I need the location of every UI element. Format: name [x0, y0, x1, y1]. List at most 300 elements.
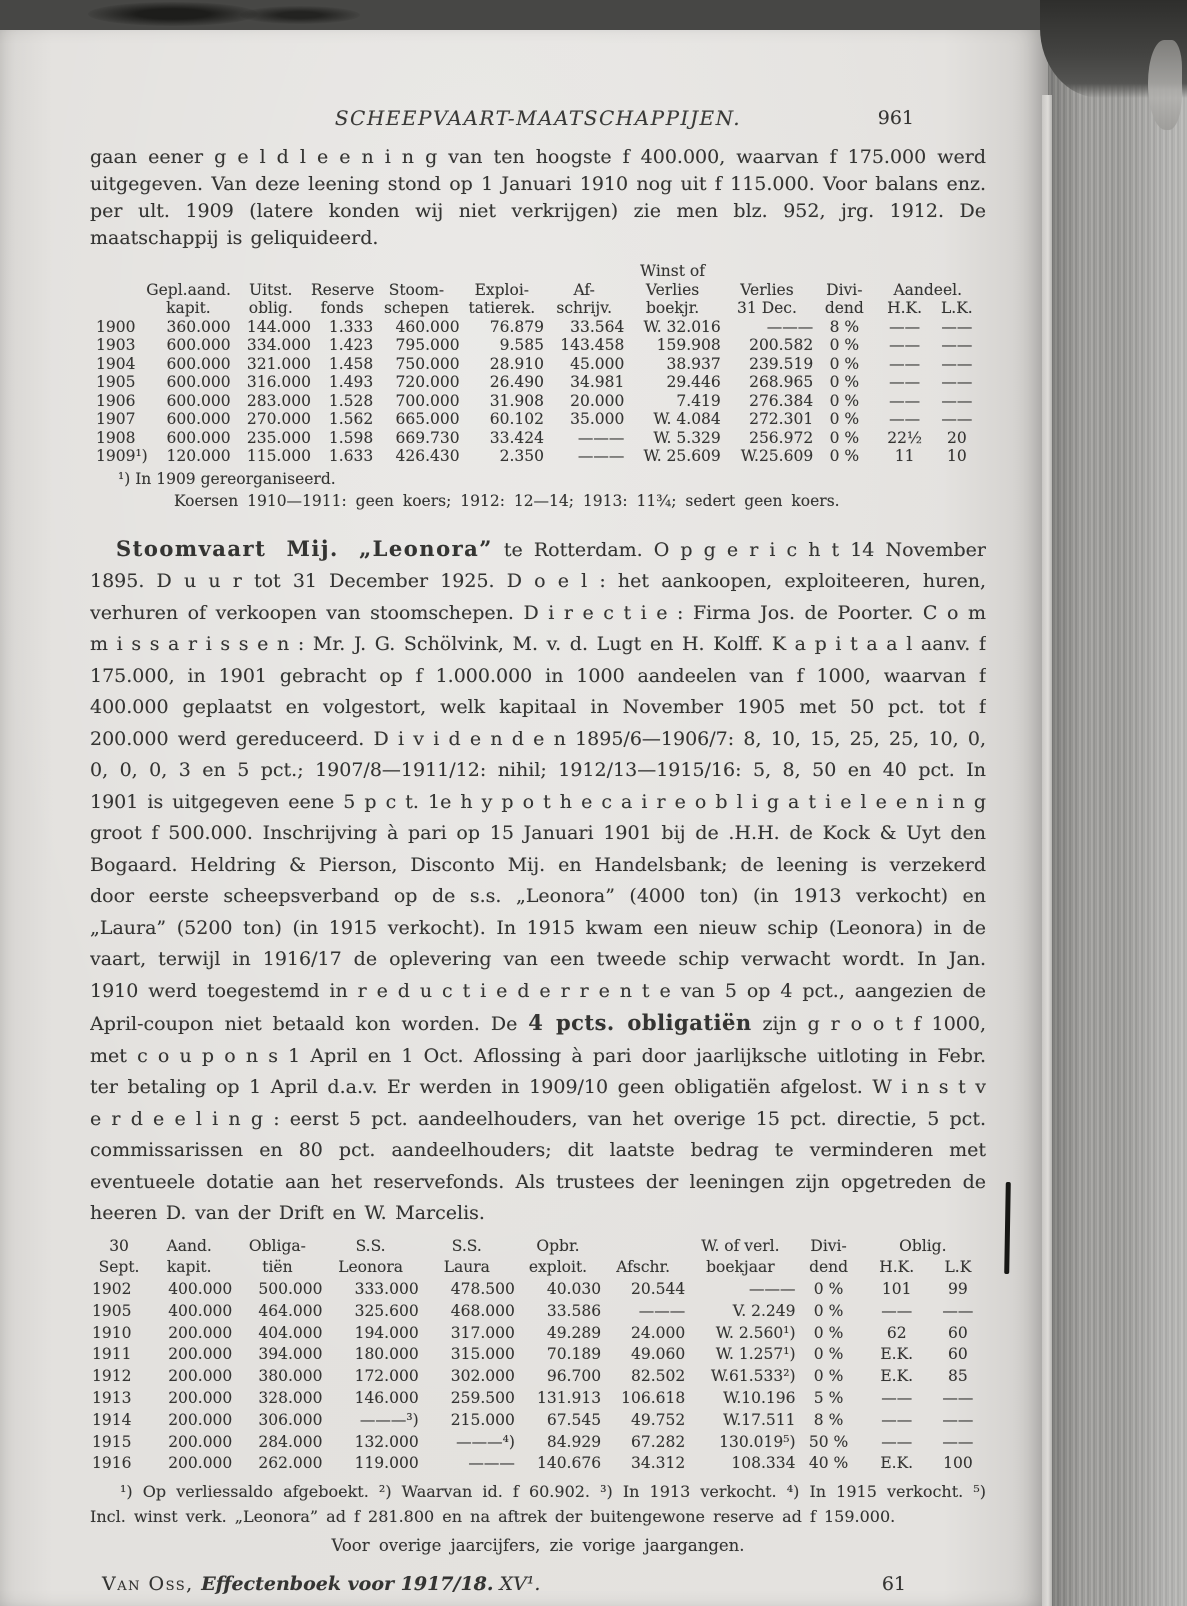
table-cell: 272.301 — [749, 410, 814, 428]
table-cell: 0 % — [813, 1301, 844, 1320]
table-cell: 328.000 — [258, 1389, 323, 1408]
table-cell — [460, 262, 544, 281]
table-cell: 270.000 — [246, 410, 311, 428]
table-cell: 96.700 — [546, 1367, 602, 1386]
table-cell: 194.000 — [354, 1323, 419, 1342]
table-cell: 1915 — [92, 1432, 132, 1451]
table-cell: 380.000 — [258, 1367, 323, 1386]
table-cell: 0 % — [829, 336, 860, 354]
table-cell: 34.981 — [570, 373, 625, 391]
table-cell: ——— — [468, 1454, 515, 1473]
table-cell: 5 % — [813, 1389, 844, 1408]
table-cell: 200.582 — [749, 336, 814, 354]
table-cell: 1909¹) — [96, 447, 148, 465]
table-cell: 106.618 — [621, 1389, 686, 1408]
table-cell: 1.528 — [328, 391, 374, 410]
table-cell: V. 2.249 — [732, 1301, 796, 1320]
table-cell: 10 — [946, 447, 967, 465]
table-cell: 669.730 — [395, 428, 460, 447]
table-cell: 132.000 — [354, 1432, 419, 1451]
table-cell: tiën — [262, 1258, 293, 1277]
table-cell: ——— — [577, 447, 625, 465]
table-cell: 1.562 — [328, 410, 374, 428]
table-cell: 665.000 — [395, 410, 460, 428]
table-cell: 306.000 — [258, 1410, 323, 1429]
table-cell: W.25.609 — [740, 447, 814, 465]
table-cell — [813, 262, 875, 281]
table-cell: Verlies — [740, 280, 794, 299]
table-cell: —— — [941, 410, 973, 428]
table-cell: —— — [881, 1432, 913, 1451]
table-cell: 1911 — [92, 1345, 132, 1364]
table-cell: ——— — [766, 317, 814, 336]
table-cell: 1902 — [92, 1280, 132, 1299]
table-cell: 2.350 — [499, 447, 544, 465]
table-cell: 1905 — [96, 373, 136, 391]
text-segment: zijn g r o o t f 1000, met c o u p o n s 1 April en 1 Oct. Aflossing à pari door jaarlijksche uitloting in Febr. ter betaling op 1 April d.a.v. Er werden in 1909/10 geen obligatiën afgelost. W i n s t v e r d e e l i n g : eerst 5 pct. aandeelhouders, van het overige 15 pct. directie, 5 pct. commissarissen en 80 pct. aandeelhouders; dit laatste bedrag te verminderen met eventueele dotatie aan het reservefonds. Als trustees der leeningen zijn opgetreden de heeren D. van der Drift en W. Marcelis. — [90, 1013, 986, 1224]
table-cell: 0 % — [813, 1345, 844, 1364]
table-cell: W. 4.084 — [653, 410, 721, 428]
table-cell: 8 % — [813, 1410, 844, 1429]
table-row — [92, 1410, 984, 1432]
table-cell: Aand. — [166, 1236, 212, 1255]
table-cell: 700.000 — [395, 391, 460, 410]
table-cell: Opbr. — [536, 1236, 580, 1255]
table-cell: 259.500 — [450, 1389, 515, 1408]
table-row — [92, 1236, 984, 1258]
table-cell: Divi- — [810, 1236, 847, 1255]
table-cell — [544, 262, 624, 281]
table-cell: 130.019⁵) — [719, 1432, 796, 1451]
table-cell: 750.000 — [395, 354, 460, 373]
table-cell — [96, 281, 146, 300]
table-cell: 180.000 — [354, 1345, 419, 1364]
table-cell: 276.384 — [749, 391, 814, 410]
table-cell: Winst of — [640, 262, 705, 280]
table-cell: 62 — [886, 1323, 907, 1342]
table2-footnotes: ¹) Op verliessaldo afgeboekt. ²) Waarvan id. f 60.902. ³) In 1913 verkocht. ⁴) In 1915 verkocht. ⁵) Incl. winst verk. „Leonora” ad f 281.800 en na aftrek der buitengewone reserve ad f 159.000. — [90, 1482, 986, 1527]
table-cell: 600.000 — [166, 354, 231, 373]
table-cell: W. 5.329 — [653, 428, 721, 447]
table-cell: 0 % — [829, 354, 860, 373]
table-cell: 144.000 — [246, 317, 311, 336]
table-cell: 1903 — [96, 336, 136, 354]
table-row — [92, 1301, 984, 1323]
table-row — [96, 355, 980, 374]
table2-header — [92, 1236, 984, 1280]
table-cell: 31.908 — [489, 391, 544, 410]
table-cell: 146.000 — [354, 1389, 419, 1408]
table-cell: H.K. — [887, 299, 923, 317]
text-segment: Van Oss, — [102, 1573, 202, 1596]
table-cell: 29.446 — [666, 373, 721, 391]
table-cell: 1.423 — [328, 336, 374, 354]
table-cell: 101 — [881, 1280, 912, 1299]
table-cell: schepen — [383, 299, 449, 317]
table2-body — [92, 1279, 984, 1475]
table-cell: 1912 — [92, 1367, 132, 1386]
table-cell: 1.598 — [328, 428, 374, 447]
table-cell: 67.545 — [546, 1410, 602, 1429]
table1-header — [96, 262, 980, 318]
table-row — [96, 299, 980, 318]
table-cell: 334.000 — [246, 336, 311, 354]
table-cell: 400.000 — [168, 1301, 233, 1320]
table-cell: 60 — [948, 1345, 968, 1364]
table-cell: —— — [889, 336, 921, 354]
table-cell: —— — [941, 317, 973, 336]
table-row — [92, 1432, 984, 1454]
table-cell: —— — [942, 1432, 974, 1451]
table-cell: W. 32.016 — [643, 317, 721, 336]
table-row — [96, 410, 980, 429]
table-cell: 0 % — [813, 1280, 844, 1299]
intro-paragraph: gaan eener g e l d l e e n i n g van ten hoogste f 400.000, waarvan f 175.000 werd uitgegeven. Van deze leening stond op 1 Januari 1910 nog uit f 115.000. Voor balans enz. per ult. 1909 (latere konden wij niet verkrijgen) zie men blz. 952, jrg. 1912. De maatschappij is geliquideerd. — [90, 146, 986, 249]
shadow-blob — [88, 2, 258, 26]
table-cell: 478.500 — [450, 1280, 515, 1299]
shadow-blob — [240, 6, 360, 24]
table-cell: 0 % — [813, 1323, 844, 1342]
table-cell: 464.000 — [258, 1301, 323, 1320]
table-cell: 239.519 — [749, 354, 814, 373]
table-cell — [934, 262, 980, 281]
text-segment: Stoomvaart Mij. „Leonora” — [116, 535, 493, 561]
table-cell: 1916 — [92, 1454, 132, 1473]
table-cell: kapit. — [166, 299, 211, 317]
table-cell: 500.000 — [258, 1280, 323, 1299]
table-cell: ——— — [749, 1280, 796, 1299]
table-cell: 140.676 — [536, 1454, 602, 1473]
table-row — [96, 262, 980, 281]
table-cell: 262.000 — [258, 1454, 323, 1473]
table-cell: boekjaar — [706, 1258, 775, 1277]
table-cell: —— — [889, 317, 921, 336]
table-cell: 215.000 — [450, 1410, 515, 1429]
table-cell: 1.633 — [328, 447, 374, 465]
table-cell: 1.493 — [328, 373, 374, 391]
table-cell: W. 25.609 — [643, 447, 721, 465]
table-cell: 1914 — [92, 1410, 132, 1429]
text-segment: 4 pcts. obligatiën — [528, 1010, 752, 1035]
text-segment: Effectenboek voor 1917/18. — [201, 1573, 494, 1596]
koersen-note: Koersen 1910—1911: geen koers; 1912: 12—14; 1913: 11¾; sedert geen koers. — [174, 491, 840, 510]
table-cell: —— — [889, 354, 921, 373]
table-cell: 600.000 — [166, 428, 231, 447]
table-cell: 1913 — [92, 1389, 132, 1408]
table-cell: dend — [824, 299, 864, 317]
table-cell: 468.000 — [450, 1301, 515, 1320]
table-cell: 33.586 — [546, 1301, 602, 1320]
table-cell: W. of verl. — [701, 1236, 780, 1255]
table-cell: ———³) — [359, 1410, 419, 1429]
table-cell: S.S. — [355, 1236, 386, 1255]
table-cell — [721, 262, 813, 281]
table-cell: 45.000 — [570, 354, 625, 373]
table-cell: W. 1.257¹) — [715, 1345, 796, 1364]
table-cell: 1905 — [92, 1301, 132, 1320]
table-row — [96, 447, 980, 466]
table-cell: 400.000 — [168, 1280, 233, 1299]
table-cell: 315.000 — [450, 1345, 515, 1364]
page-content — [90, 106, 986, 1606]
table-row — [96, 281, 980, 300]
table-row — [92, 1323, 984, 1345]
table-cell: 1907 — [96, 410, 136, 428]
table-cell: Laura — [443, 1258, 490, 1277]
financials-table-1902-1916 — [92, 1236, 984, 1476]
table-cell: E.K. — [880, 1367, 914, 1386]
table-cell: —— — [881, 1389, 913, 1408]
table-cell: 7.419 — [676, 391, 721, 410]
table-cell: 35.000 — [570, 410, 625, 428]
table-cell: Aandeel. — [893, 280, 963, 299]
signature-number: 61 — [881, 1573, 906, 1596]
table-row — [96, 392, 980, 411]
table-cell: 60.102 — [489, 410, 544, 428]
table-cell: 200.000 — [168, 1323, 233, 1342]
table-cell: 49.752 — [631, 1410, 686, 1429]
table-cell: 302.000 — [450, 1367, 515, 1386]
table1-footnote: ¹) In 1909 gereorganiseerd. — [118, 469, 336, 488]
table-cell: 317.000 — [450, 1323, 515, 1342]
table-cell: 40.030 — [546, 1280, 602, 1299]
imprint — [102, 1573, 986, 1595]
table-cell: —— — [941, 391, 973, 410]
table-cell: W.10.196 — [723, 1389, 796, 1408]
table-cell: 67.282 — [631, 1432, 686, 1451]
table-cell: 0 % — [813, 1367, 844, 1386]
table-cell: 1908 — [96, 428, 136, 447]
table-cell: Af- — [573, 280, 595, 299]
table-cell: 200.000 — [168, 1432, 233, 1451]
closing-note: Voor overige jaarcijfers, zie vorige jaargangen. — [331, 1536, 745, 1556]
table-cell: 49.060 — [631, 1345, 686, 1364]
table-cell: 1.333 — [328, 317, 374, 336]
table-cell: 22½ — [887, 428, 922, 447]
table-cell: 235.000 — [246, 428, 311, 447]
table-cell: 394.000 — [258, 1345, 323, 1364]
table-cell — [231, 262, 311, 281]
page-header — [90, 106, 986, 136]
table-cell: 200.000 — [168, 1410, 233, 1429]
table-row — [92, 1453, 984, 1475]
table-row — [92, 1257, 984, 1279]
table-cell: —— — [942, 1410, 974, 1429]
table-cell: 360.000 — [166, 317, 231, 336]
leonora-paragraph — [90, 533, 986, 1230]
table-cell: 720.000 — [395, 373, 460, 391]
table-cell: E.K. — [880, 1345, 914, 1364]
table-cell: fonds — [320, 299, 364, 317]
table-cell: 0 % — [829, 373, 860, 391]
page-corner-curl — [1148, 40, 1182, 130]
table-cell: E.K. — [880, 1454, 914, 1473]
table-cell: 34.312 — [631, 1454, 686, 1473]
table-cell: 100 — [943, 1454, 973, 1473]
table-cell: 0 % — [829, 447, 860, 465]
table-cell: Leonora — [338, 1258, 403, 1277]
table-cell: —— — [941, 373, 973, 391]
page-number: 961 — [877, 107, 914, 129]
table-cell: 38.937 — [666, 354, 721, 373]
table-cell: 131.913 — [536, 1389, 602, 1408]
table-cell: 460.000 — [395, 317, 460, 336]
table-cell: Gepl.aand. — [146, 280, 231, 299]
table-cell: 20 — [946, 428, 967, 447]
table-cell: 31 Dec. — [737, 299, 797, 317]
table-cell: —— — [889, 391, 921, 410]
table-cell: oblig. — [248, 299, 293, 317]
table-cell: 256.972 — [749, 428, 814, 447]
table-cell: 33.424 — [489, 428, 544, 447]
table-cell: boekjr. — [645, 299, 700, 317]
table-cell: 325.600 — [354, 1301, 419, 1320]
table-cell: 795.000 — [395, 336, 460, 354]
table-cell: Sept. — [98, 1258, 140, 1277]
table-cell: 321.000 — [246, 354, 311, 373]
page-footer — [90, 1573, 986, 1595]
table-cell: ——— — [577, 428, 625, 447]
table-cell: Oblig. — [899, 1236, 947, 1255]
table-cell: 1.458 — [328, 354, 374, 373]
table-cell: 600.000 — [166, 410, 231, 428]
table-cell: 24.000 — [631, 1323, 686, 1342]
table1-body — [96, 318, 980, 466]
table-cell: 159.908 — [656, 336, 721, 354]
text-segment: XV¹. — [493, 1573, 541, 1596]
text-segment: te Rotterdam. O p g e r i c h t 14 November 1895. D u u r tot 31 December 1925. D o e l : het aankoopen, exploiteeren, huren, verhuren of verkoopen van stoomschepen. D i r e c t i e : Firma Jos. de Poorter. C o m m i s s a r i s s e n : Mr. J. G. Schölvink, M. v. d. Lugt en H. Kolff. K a p i t a a l aanv. f 175.000, in 1901 gebracht op f 1.000.000 in 1000 aandeelen van f 1000, waarvan f 400.000 geplaatst en volgestort, welk kapitaal in November 1905 met 50 pct. tot f 200.000 werd gereduceerd. D i v i d e n d e n 1895/6—1906/7: 8, 10, 15, 25, 25, 10, 0, 0, 0, 0, 3 en 5 pct.; 1907/8—1911/12: nihil; 1912/13—1915/16: 5, 8, 50 en 40 pct. In 1901 is uitgegeven eene 5 p c t. 1e h y p o t h e c a i r e o b l i g a t i e l e e n i n g groot f 500.000. Inschrijving à pari op 15 Januari 1901 bij de .H.H. de Kock & Uyt den Bogaard. Heldring & Pierson, Disconto Mij. en Handelsbank; de leening is verzekerd door eerste scheepsverband op de s.s. „Leonora” (4000 ton) (in 1913 verkocht) en „Laura” (5200 ton) (in 1915 verkocht). In 1915 kwam een nieuw schip (Leonora) in de vaart, terwijl in 1916/17 de oplevering van een tweede schip verwacht wordt. In Jan. 1910 werd toegestemd in r e d u c t i e d e r r e n t e van 5 op 4 pct., aangezien de April-coupon niet betaald kon worden. De — [90, 538, 986, 1035]
table-cell: 200.000 — [168, 1367, 233, 1386]
table-cell: Verlies — [645, 280, 700, 299]
table-cell: 1904 — [96, 354, 136, 373]
table-cell: Uitst. — [249, 280, 293, 299]
page-edge-seam — [1042, 95, 1052, 1606]
table-cell: 84.929 — [546, 1432, 602, 1451]
table-cell — [96, 299, 146, 318]
table-cell: Reserve — [310, 280, 375, 299]
table-row — [92, 1279, 984, 1301]
table-cell: 172.000 — [354, 1367, 419, 1386]
table-cell: H.K. — [879, 1258, 915, 1277]
table-cell: —— — [881, 1301, 913, 1320]
table-cell: L.K — [944, 1258, 972, 1277]
table-cell: 50 % — [808, 1432, 849, 1451]
book-page — [0, 28, 1048, 1606]
table-cell: 49.289 — [546, 1323, 602, 1342]
table-cell: 0 % — [829, 391, 860, 410]
table-row — [92, 1388, 984, 1410]
table-cell: 60 — [948, 1323, 968, 1342]
table-cell: Obliga- — [248, 1236, 306, 1255]
table-cell: tatierek. — [468, 299, 536, 317]
table-cell: 26.490 — [489, 373, 544, 391]
table-cell: —— — [942, 1301, 974, 1320]
table-cell — [146, 262, 230, 281]
table-cell: 283.000 — [246, 391, 311, 410]
table-row — [92, 1344, 984, 1366]
table-cell: Exploi- — [474, 280, 530, 299]
table-cell: 108.334 — [731, 1454, 796, 1473]
table-cell: 284.000 — [258, 1432, 323, 1451]
table-row — [96, 318, 980, 337]
table-cell: 0 % — [829, 428, 860, 447]
table-cell: —— — [942, 1389, 974, 1408]
table-cell: 82.502 — [631, 1367, 686, 1386]
table-cell: exploit. — [528, 1258, 588, 1277]
table-cell: 0 % — [829, 410, 860, 428]
table-cell: 11 — [894, 447, 915, 465]
table-cell: ———⁴) — [456, 1432, 515, 1451]
table-cell: 99 — [948, 1280, 968, 1299]
book-fore-edge — [1048, 30, 1187, 1606]
table-cell: schrijv. — [556, 299, 612, 317]
table-cell: 85 — [948, 1367, 968, 1386]
table-cell: 115.000 — [246, 447, 311, 465]
table-cell: Divi- — [826, 280, 863, 299]
table-cell: dend — [809, 1258, 849, 1277]
financials-table-1900-1909 — [96, 262, 980, 466]
table-cell: W.17.511 — [723, 1410, 796, 1429]
table-row — [96, 373, 980, 392]
table-cell: 426.430 — [395, 447, 460, 465]
table-cell: L.K. — [940, 299, 973, 317]
table-cell: 9.585 — [499, 336, 544, 354]
running-title: SCHEEPVAART-MAATSCHAPPIJEN. — [334, 106, 742, 130]
table-cell — [601, 1236, 685, 1258]
table-cell: 600.000 — [166, 391, 231, 410]
table-cell — [875, 262, 933, 281]
table-cell — [373, 262, 459, 281]
table-cell — [96, 262, 146, 281]
table-cell: —— — [889, 410, 921, 428]
table-cell: 1910 — [92, 1323, 132, 1342]
table-cell: 70.189 — [546, 1345, 602, 1364]
table-cell: 28.910 — [489, 354, 544, 373]
table-cell: 120.000 — [166, 447, 231, 465]
table-cell: 20.000 — [570, 391, 625, 410]
table-cell: kapit. — [166, 1258, 212, 1277]
table-cell: —— — [881, 1410, 913, 1429]
table-cell: 20.544 — [631, 1280, 686, 1299]
table-cell: 8 % — [829, 317, 860, 336]
table-cell: 333.000 — [354, 1280, 419, 1299]
table-cell: 600.000 — [166, 373, 231, 391]
table-cell: 404.000 — [258, 1323, 323, 1342]
table-cell — [311, 262, 373, 281]
table-cell: —— — [941, 336, 973, 354]
table-cell: 200.000 — [168, 1454, 233, 1473]
table-cell: ——— — [638, 1301, 686, 1320]
table-cell: 119.000 — [354, 1454, 419, 1473]
table-cell: 200.000 — [168, 1389, 233, 1408]
table-cell: W.61.533²) — [710, 1367, 796, 1386]
table-cell: 200.000 — [168, 1345, 233, 1364]
table-cell: 1906 — [96, 391, 136, 410]
table-cell: 76.879 — [489, 317, 544, 336]
table-row — [96, 429, 980, 448]
table-cell: 1900 — [96, 317, 136, 336]
table-cell: 33.564 — [570, 317, 625, 336]
table-cell: 40 % — [808, 1454, 849, 1473]
table-cell: 600.000 — [166, 336, 231, 354]
table-row — [92, 1366, 984, 1388]
table-row — [96, 336, 980, 355]
book-top-edge — [0, 0, 1187, 30]
table-cell: —— — [941, 354, 973, 373]
table-cell: 268.965 — [749, 373, 814, 391]
table-cell: S.S. — [451, 1236, 482, 1255]
table-cell: 316.000 — [246, 373, 311, 391]
